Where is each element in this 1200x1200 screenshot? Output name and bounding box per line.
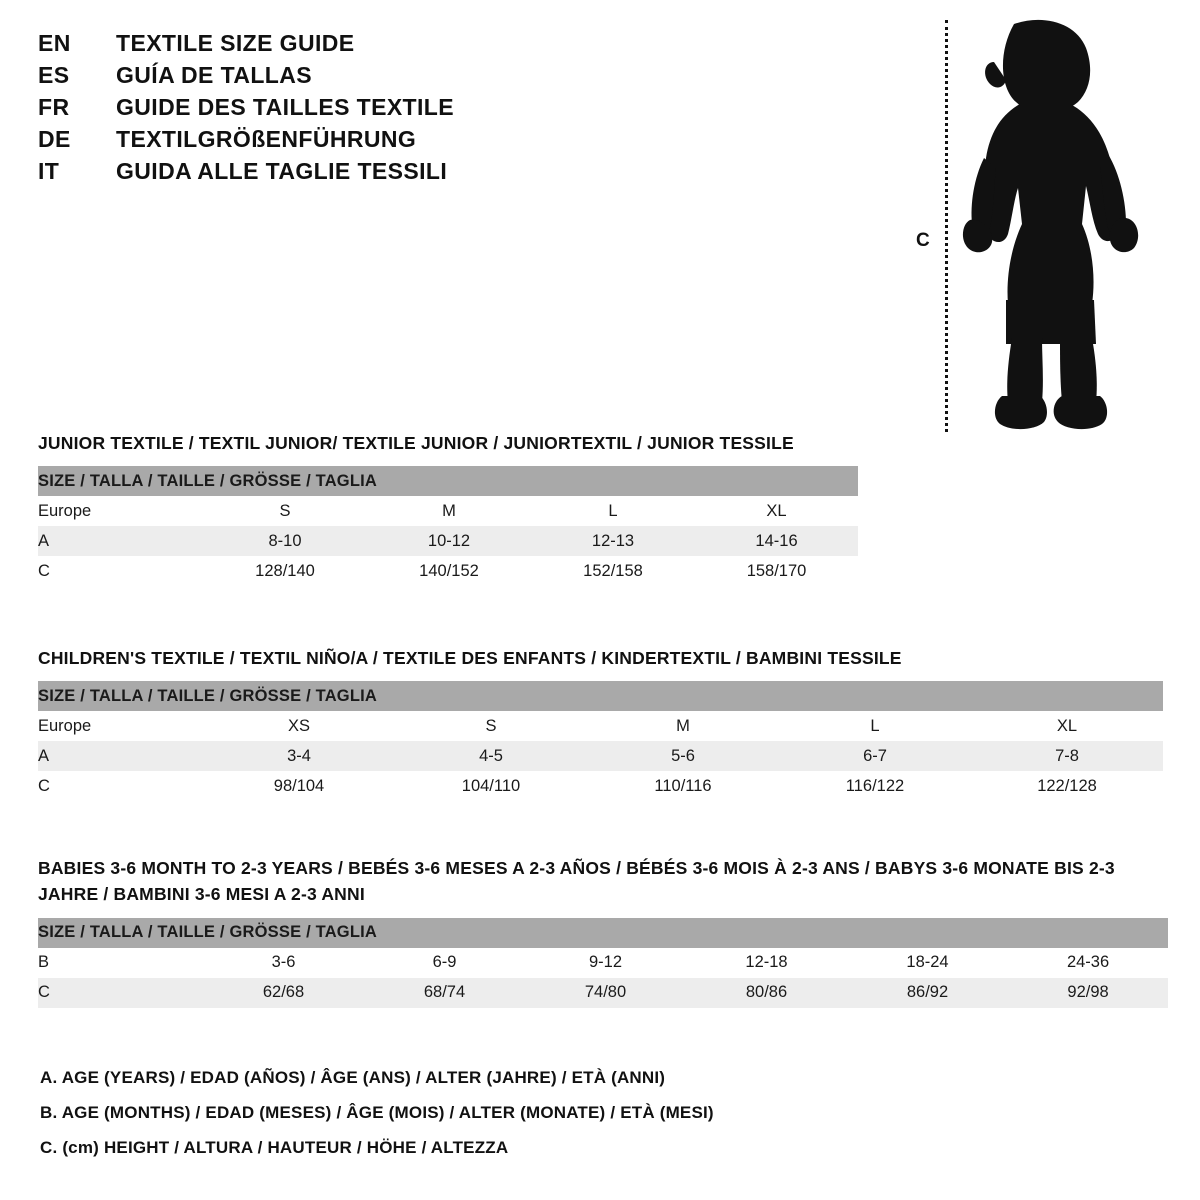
cell-value: 6-9 [364, 948, 525, 978]
table-row [38, 741, 1163, 771]
table-row [38, 948, 1168, 978]
lang-title-es: GUÍA DE TALLAS [116, 62, 312, 88]
size-table-junior [38, 466, 858, 586]
lang-code-es: ES [38, 62, 70, 88]
cell-value: 80/86 [686, 978, 847, 1008]
table-band-header [38, 918, 1168, 948]
band-label-children: SIZE / TALLA / TAILLE / GRÖSSE / TAGLIA [38, 681, 1163, 711]
cell-value: 68/74 [364, 978, 525, 1008]
section-title-babies: BABIES 3-6 MONTH TO 2-3 YEARS / BEBÉS 3-6 MESES A 2-3 AÑOS / BÉBÉS 3-6 MOIS À 2-3 ANS / BABYS 3-6 MONATE BIS 2-3 JAHRE / BAMBINI 3-6 MESI A 2-3 ANNI [38, 858, 1115, 905]
row-label: C [38, 556, 203, 586]
cell-value: 5-6 [587, 741, 779, 771]
row-label: A [38, 526, 203, 556]
cell-value: 98/104 [203, 771, 395, 801]
lang-title-de: TEXTILGRÖßENFÜHRUNG [116, 126, 417, 152]
cell-value: 6-7 [779, 741, 971, 771]
cell-value: 110/116 [587, 771, 779, 801]
height-marker-label: C [916, 230, 930, 251]
cell-value: 116/122 [779, 771, 971, 801]
cell-value: M [587, 711, 779, 741]
lang-title-en: TEXTILE SIZE GUIDE [116, 30, 355, 56]
table-row [38, 711, 1163, 741]
cell-value: 3-4 [203, 741, 395, 771]
legend-line-b: B. AGE (MONTHS) / EDAD (MESES) / ÂGE (MOIS) / ALTER (MONATE) / ETÀ (MESI) [40, 1103, 714, 1122]
cell-value: XL [695, 496, 858, 526]
table-row [38, 556, 858, 586]
cell-value: M [367, 496, 531, 526]
header-row [38, 126, 658, 153]
cell-value: 158/170 [695, 556, 858, 586]
size-table-babies [38, 918, 1168, 1008]
table-band-header [38, 466, 858, 496]
section-title-junior: JUNIOR TEXTILE / TEXTIL JUNIOR/ TEXTILE JUNIOR / JUNIORTEXTIL / JUNIOR TESSILE [38, 433, 794, 453]
cell-value: 122/128 [971, 771, 1163, 801]
cell-value: L [779, 711, 971, 741]
toddler-silhouette-icon [950, 18, 1150, 434]
table-band-header [38, 681, 1163, 711]
cell-value: S [203, 496, 367, 526]
cell-value: 152/158 [531, 556, 695, 586]
lang-code-de: DE [38, 126, 71, 152]
section-babies-textile [38, 855, 1178, 1008]
cell-value: 7-8 [971, 741, 1163, 771]
header-row [38, 30, 658, 57]
lang-title-it: GUIDA ALLE TAGLIE TESSILI [116, 158, 448, 184]
row-label: Europe [38, 711, 203, 741]
lang-code-en: EN [38, 30, 71, 56]
cell-value: 10-12 [367, 526, 531, 556]
table-row [38, 978, 1168, 1008]
height-figure [900, 12, 1180, 432]
cell-value: 9-12 [525, 948, 686, 978]
lang-code-it: IT [38, 158, 60, 184]
cell-value: L [531, 496, 695, 526]
cell-value: 86/92 [847, 978, 1008, 1008]
cell-value: 92/98 [1008, 978, 1168, 1008]
table-row [38, 526, 858, 556]
cell-value: 128/140 [203, 556, 367, 586]
cell-value: 3-6 [203, 948, 364, 978]
header-row [38, 158, 658, 185]
header-row [38, 62, 658, 89]
legend-line-c: C. (cm) HEIGHT / ALTURA / HAUTEUR / HÖHE / ALTEZZA [40, 1138, 509, 1157]
table-row [38, 771, 1163, 801]
cell-value: 24-36 [1008, 948, 1168, 978]
cell-value: 62/68 [203, 978, 364, 1008]
lang-title-fr: GUIDE DES TAILLES TEXTILE [116, 94, 454, 120]
cell-value: XS [203, 711, 395, 741]
cell-value: 4-5 [395, 741, 587, 771]
height-dashed-line [945, 20, 948, 432]
cell-value: 18-24 [847, 948, 1008, 978]
cell-value: 104/110 [395, 771, 587, 801]
section-title-children: CHILDREN'S TEXTILE / TEXTIL NIÑO/A / TEXTILE DES ENFANTS / KINDERTEXTIL / BAMBINI TESSILE [38, 648, 902, 668]
cell-value: 12-18 [686, 948, 847, 978]
row-label: C [38, 771, 203, 801]
table-row [38, 496, 858, 526]
row-label: Europe [38, 496, 203, 526]
cell-value: 8-10 [203, 526, 367, 556]
cell-value: 12-13 [531, 526, 695, 556]
row-label: B [38, 948, 203, 978]
section-junior-textile [38, 430, 858, 586]
lang-code-fr: FR [38, 94, 70, 120]
legend [40, 1068, 714, 1173]
row-label: A [38, 741, 203, 771]
cell-value: XL [971, 711, 1163, 741]
header-row [38, 94, 658, 121]
legend-line-a: A. AGE (YEARS) / EDAD (AÑOS) / ÂGE (ANS) / ALTER (JAHRE) / ETÀ (ANNI) [40, 1068, 666, 1087]
cell-value: 14-16 [695, 526, 858, 556]
section-childrens-textile [38, 645, 1163, 801]
band-label-babies: SIZE / TALLA / TAILLE / GRÖSSE / TAGLIA [38, 918, 1168, 948]
size-table-children [38, 681, 1163, 801]
cell-value: S [395, 711, 587, 741]
cell-value: 74/80 [525, 978, 686, 1008]
row-label: C [38, 978, 203, 1008]
cell-value: 140/152 [367, 556, 531, 586]
language-header [38, 30, 658, 190]
band-label-junior: SIZE / TALLA / TAILLE / GRÖSSE / TAGLIA [38, 466, 858, 496]
